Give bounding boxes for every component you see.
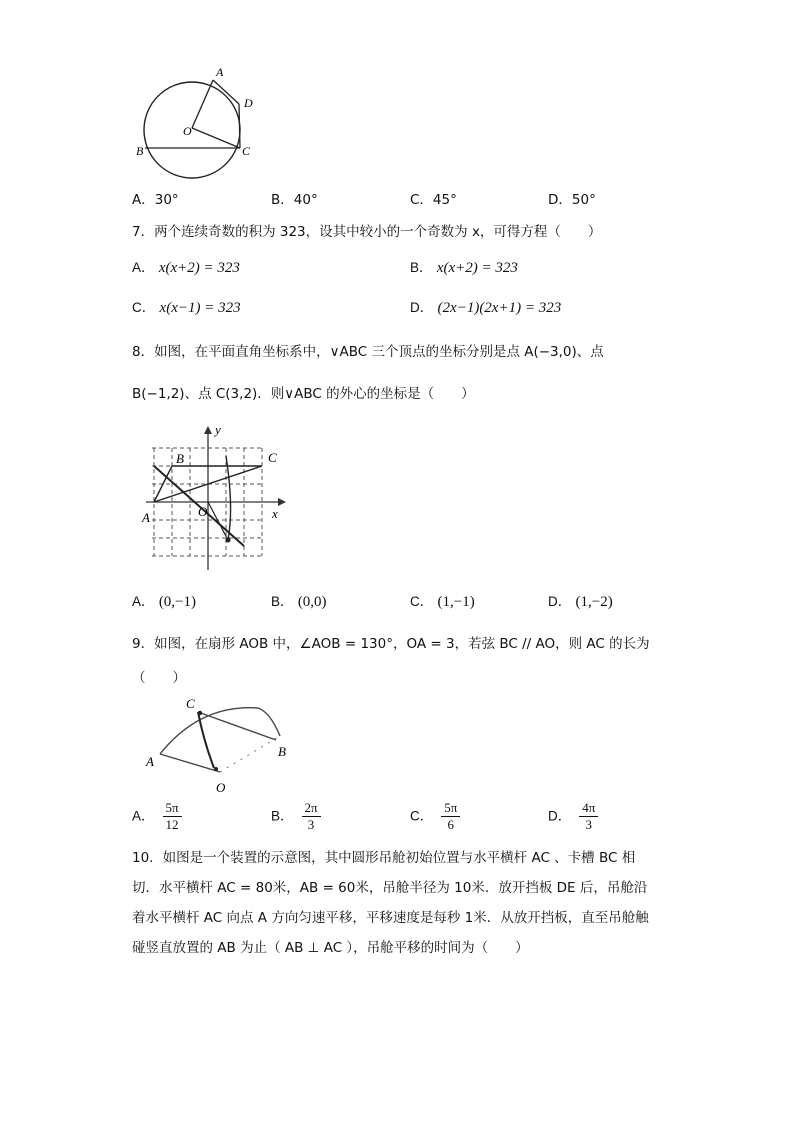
q7-option-c-label: C． <box>132 300 156 315</box>
q8-option-d-label: D． <box>548 594 572 609</box>
q8-fig-label-a: A <box>142 510 150 525</box>
q8-stem-line1: 8．如图，在平面直角坐标系中，∨ABC 三个顶点的坐标分别是点 A(−3,0)、点 <box>132 344 604 360</box>
q6-option-b[interactable]: B．40° <box>271 192 318 208</box>
q9-option-a-fraction <box>163 800 182 833</box>
q9-option-c-num: 5π <box>441 800 460 817</box>
q10-stem-line4: 碰竖直放置的 AB 为止（ AB ⊥ AC ），吊舱平移的时间为（ ） <box>132 940 529 956</box>
q9-option-b-fraction <box>302 800 321 833</box>
q8-option-b-label: B． <box>271 594 294 609</box>
q7-option-d[interactable] <box>410 298 561 318</box>
q8-option-b-expr: (0,0) <box>297 594 327 610</box>
q9-option-c-den: 6 <box>447 817 455 832</box>
q7-option-a[interactable] <box>132 258 240 278</box>
q7-option-b[interactable] <box>410 258 518 278</box>
q9-stem-line1: 9．如图，在扇形 AOB 中，∠AOB = 130°，OA = 3，若弦 BC // AO，则 AC 的长为 <box>132 636 650 652</box>
q8-fig-label-c: C <box>268 450 277 465</box>
fig6-label-c: C <box>242 144 251 158</box>
q8-fig-label-b: B <box>176 451 184 466</box>
q9-option-d-num: 4π <box>579 800 598 817</box>
q7-stem: 7．两个连续奇数的积为 323，设其中较小的一个奇数为 x，可得方程（ ） <box>132 224 602 240</box>
q7-option-a-label: A． <box>132 260 155 275</box>
q7-option-b-expr: x(x+2) = 323 <box>436 260 518 276</box>
q9-option-c-label: C． <box>410 808 434 824</box>
q9-option-d-den: 3 <box>585 817 593 832</box>
q8-stem-line2: B(−1,2)、点 C(3,2)．则∨ABC 的外心的坐标是（ ） <box>132 386 475 402</box>
q9-option-c[interactable] <box>410 800 460 833</box>
fig6-label-d: D <box>244 96 253 110</box>
q7-option-b-label: B． <box>410 260 433 275</box>
q8-fig-label-x: x <box>272 506 278 521</box>
q10-stem-line1: 10．如图是一个装置的示意图，其中圆形吊舱初始位置与水平横杆 AC 、卡槽 BC 相 <box>132 850 636 866</box>
q6-circle-figure <box>130 62 270 182</box>
q7-option-c-expr: x(x−1) = 323 <box>159 300 241 316</box>
q10-stem-line3: 着水平横杆 AC 向点 A 方向匀速平移，平移速度是每秒 1米．从放开挡板，直至吊舱触 <box>132 910 649 926</box>
q9-option-d-label: D． <box>548 808 572 824</box>
q8-option-c[interactable] <box>410 592 475 612</box>
q9-option-b-den: 3 <box>307 817 315 832</box>
q9-option-a[interactable] <box>132 800 182 833</box>
q9-option-d-fraction <box>579 800 598 833</box>
q6-option-a[interactable]: A．30° <box>132 192 179 208</box>
q6-option-d[interactable]: D．50° <box>548 192 596 208</box>
q9-fig-label-b: B <box>278 744 286 759</box>
q9-option-b[interactable] <box>271 800 321 833</box>
q8-fig-label-y: y <box>215 422 221 437</box>
q7-option-a-expr: x(x+2) = 323 <box>158 260 240 276</box>
q8-option-a-label: A． <box>132 594 155 609</box>
q9-option-a-num: 5π <box>163 800 182 817</box>
q9-fig-label-o: O <box>216 780 226 795</box>
q9-option-b-label: B． <box>271 808 294 824</box>
q9-option-d[interactable] <box>548 800 598 833</box>
q8-option-c-label: C． <box>410 594 434 609</box>
q8-option-a[interactable] <box>132 592 196 612</box>
q7-option-d-label: D． <box>410 300 434 315</box>
q8-option-d[interactable] <box>548 592 613 612</box>
q10-stem-line2: 切．水平横杆 AC = 80米，AB = 60米，吊舱半径为 10米．放开挡板 DE 后，吊舱沿 <box>132 880 648 896</box>
q9-option-a-label: A． <box>132 808 155 824</box>
q8-option-d-expr: (1,−2) <box>575 594 613 610</box>
q8-grid-figure <box>138 418 298 578</box>
q8-option-a-expr: (0,−1) <box>158 594 197 610</box>
q8-option-b[interactable] <box>271 592 327 612</box>
q6-option-c[interactable]: C．45° <box>410 192 457 208</box>
q9-option-b-num: 2π <box>302 800 321 817</box>
q9-sector-figure <box>140 696 300 796</box>
fig6-label-b: B <box>136 144 144 158</box>
q9-fig-label-a: A <box>146 754 154 769</box>
q9-option-a-den: 12 <box>165 817 179 832</box>
q8-option-c-expr: (1,−1) <box>437 594 475 610</box>
fig6-label-o: O <box>183 124 192 138</box>
q8-fig-label-o: O <box>198 504 208 519</box>
fig6-label-a: A <box>216 65 224 79</box>
q7-option-c[interactable] <box>132 298 241 318</box>
q9-stem-line2: （ ） <box>132 670 186 686</box>
q7-option-d-expr: (2x−1)(2x+1) = 323 <box>437 300 562 316</box>
q9-fig-label-c: C <box>186 696 195 711</box>
q9-option-c-fraction <box>441 800 460 833</box>
